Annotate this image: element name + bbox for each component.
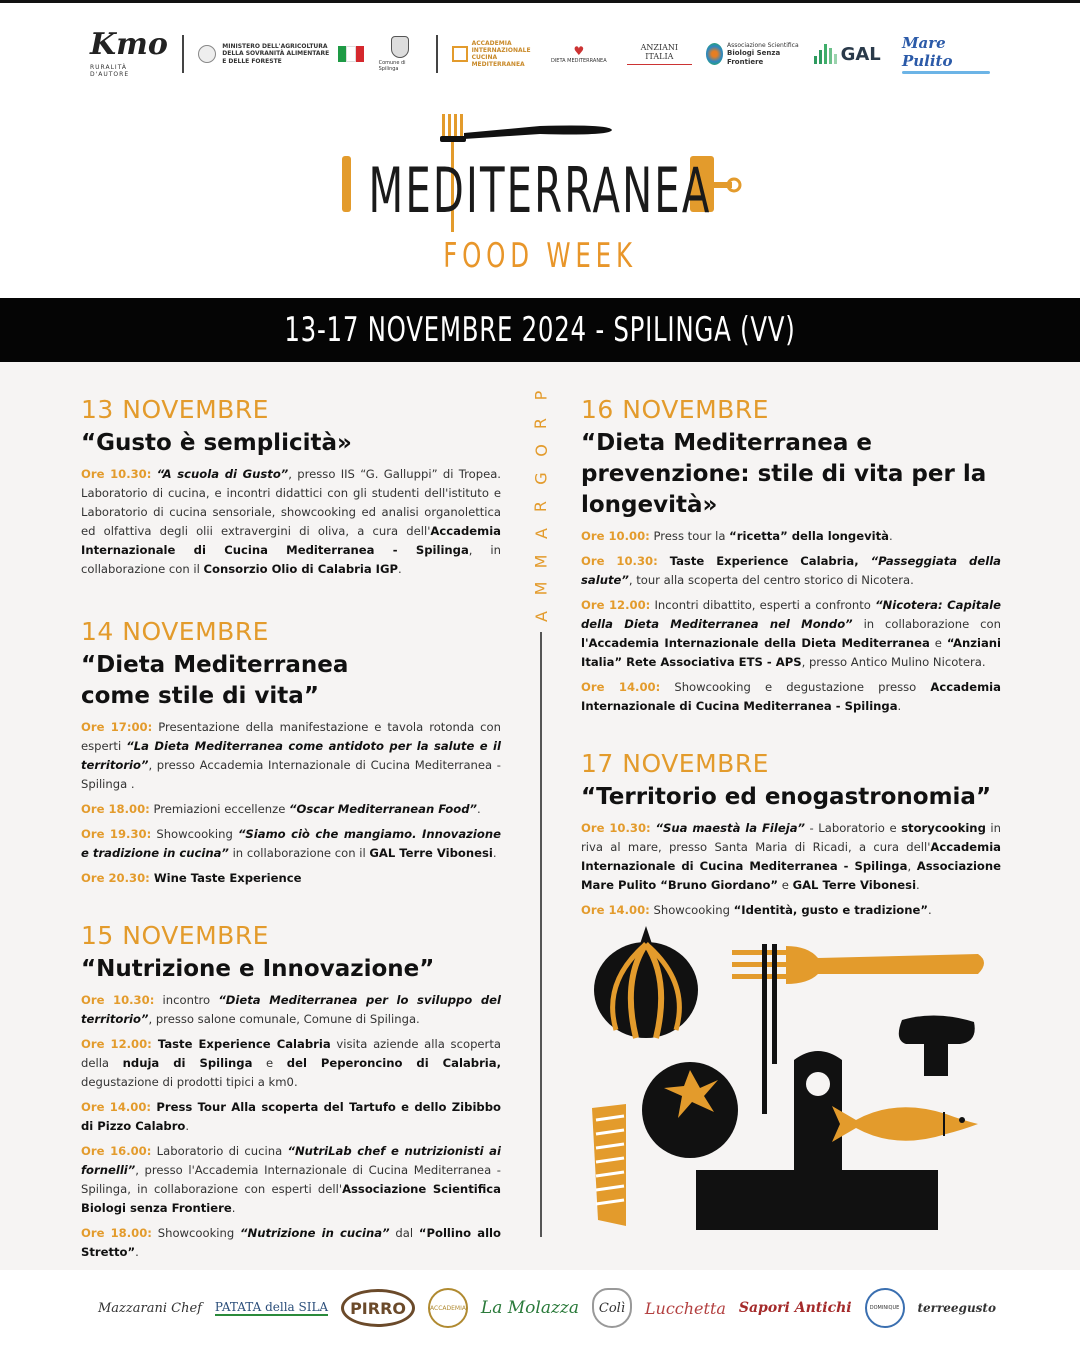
event-organizer: GAL Terre Vibonesi [369, 845, 493, 860]
event-text: Incontri dibattito, esperti a confronto [650, 597, 876, 612]
event-organizer: Accademia Internazionale di Cucina Mediterranea - Spilinga [81, 523, 501, 557]
day-15 [81, 922, 501, 1262]
footer-sponsors [0, 1270, 1080, 1346]
event-title: “Pollino allo Stretto” [81, 1225, 501, 1259]
sponsor-logo: Lucchetta [644, 1298, 726, 1318]
divider [436, 35, 438, 73]
event-text: Showcooking [151, 1225, 241, 1240]
mushroom-icon [899, 1015, 975, 1076]
divider [182, 35, 184, 73]
event-time: Ore 17:00: [81, 719, 153, 734]
biologi-subtitle: Associazione Scientifica [727, 42, 799, 50]
event-text: Showcooking [649, 902, 734, 917]
day-date: 17 NOVEMBRE [581, 749, 769, 778]
sponsor-logo: PATATA della SILA [214, 1300, 329, 1314]
sponsor-logo: Colì [592, 1288, 632, 1328]
top-border [0, 0, 1080, 3]
event-text: . [916, 877, 920, 892]
event-time: Ore 14.00: [81, 1099, 152, 1114]
event-time: Ore 18.00: [81, 1225, 152, 1240]
event-text: e [778, 877, 793, 892]
fish-icon [832, 1106, 978, 1142]
event-time: Ore 16.00: [81, 1143, 152, 1158]
event-text: dal [389, 1225, 419, 1240]
event-item [81, 1035, 501, 1092]
event-text: degustazione di prodotti tipici a km0. [81, 1074, 298, 1089]
event-title: “Siamo ciò che mangiamo. Innovazione e tradizione in cucina” [81, 826, 501, 860]
event-text: , presso l'Accademia Internazionale di Cucina Mediterranea - Spilinga, in collaborazione con esperti dell' [81, 1162, 501, 1196]
crest-icon [391, 36, 409, 58]
event-organizer: “Anziani Italia” Rete Associativa ETS - APS [581, 635, 1001, 669]
event-title: “NutriLab chef e nutrizionisti ai fornelli” [81, 1143, 501, 1177]
day-date: 16 NOVEMBRE [581, 395, 769, 424]
event-text: , presso salone comunale, Comune di Spilinga. [148, 1011, 420, 1026]
gal-logo [814, 44, 888, 65]
event-text: , presso Accademia Internazionale di Cucina Mediterranea - Spilinga . [81, 757, 501, 791]
event-title: “Nicotera: Capitale della Dieta Mediterranea nel Mondo” [581, 597, 1001, 631]
event-text: . [897, 698, 902, 713]
anziani-logo [627, 43, 692, 65]
day-date: 14 NOVEMBRE [81, 617, 269, 646]
event-product: del Peperoncino di Calabria, [286, 1055, 501, 1070]
event-time: Ore 19.30: [81, 826, 152, 841]
tomato-icon [642, 1062, 738, 1158]
event-title: “Dieta Mediterranea per lo sviluppo del territorio” [81, 992, 501, 1026]
event-item [81, 869, 501, 888]
accademia-name: ACCADEMIA INTERNAZIONALE CUCINA MEDITERRANEA [471, 39, 531, 69]
event-item [81, 991, 501, 1029]
event-time: Ore 14.00: [581, 679, 661, 694]
sponsor-header [90, 28, 990, 80]
event-title [0, 108, 1080, 283]
event-text: . [492, 845, 497, 860]
day-theme: “Gusto è semplicità» [81, 429, 352, 456]
event-time: Ore 18.00: [81, 801, 150, 816]
event-title: “ricetta” della longevità [729, 528, 889, 543]
biologi-logo [706, 42, 800, 66]
event-text: in collaborazione con [852, 616, 1001, 631]
event-title: “Passeggiata della salute” [581, 553, 1001, 587]
column-divider [540, 632, 542, 1237]
event-item [81, 825, 501, 863]
event-text: in riva al mare, presso Santa Maria di Ricadi, a cura dell' [581, 820, 1001, 854]
event-text: . [928, 902, 932, 917]
program-letter: R [531, 417, 551, 429]
event-title: “La Dieta Mediterranea come antidoto per la salute e il territorio” [81, 738, 501, 772]
program-letter: A [531, 528, 551, 540]
event-text: Showcooking [151, 826, 238, 841]
penne-icon [592, 1104, 626, 1226]
heart-icon: ♥ [573, 43, 585, 58]
event-item [81, 465, 501, 579]
program-letter: A [531, 611, 551, 622]
event-text: . [477, 801, 481, 816]
sponsor-logo: PIRRO [341, 1289, 415, 1327]
event-item [581, 552, 1001, 590]
dieta-name: DIETA MEDITERRANEA [550, 58, 607, 65]
gal-name: GAL [840, 43, 881, 65]
program-letter: O [531, 444, 551, 458]
italian-flag-icon [338, 46, 364, 62]
event-text: , tour alla scoperta del centro storico di Nicotera. [628, 572, 914, 587]
event-text: , [907, 858, 917, 873]
event-title: “Sua maestà la Fileja” [650, 820, 805, 835]
day-13 [81, 396, 501, 579]
program-vertical-label [528, 386, 554, 626]
event-item [581, 678, 1001, 716]
mare-pulito-logo [902, 34, 990, 74]
event-item [81, 718, 501, 794]
event-time: Ore 10.00: [581, 528, 650, 543]
event-organizer: Accademia Internazionale di Cucina Mediterranea - Spilinga [581, 679, 1001, 713]
day-date: 15 NOVEMBRE [81, 921, 269, 950]
day-theme: “Dieta Mediterranea e prevenzione: stile di vita per la longevità» [581, 429, 987, 518]
sponsor-logo: Mazzarani Chef [98, 1300, 202, 1316]
event-text: visita aziende alla scoperta della [81, 1036, 501, 1070]
kmo-logo [90, 27, 168, 78]
event-product: nduja di Spilinga [122, 1055, 253, 1070]
title-sub: FOOD WEEK [443, 236, 637, 276]
kmo-tagline: RURALITÀ D'AUTORE [90, 64, 130, 78]
onion-icon [594, 926, 698, 1038]
title-main: MEDITERRANEA [368, 154, 712, 227]
molecule-icon [706, 43, 723, 65]
event-title: storycooking [901, 820, 986, 835]
kmo-logo-text: Kmo [90, 27, 168, 62]
event-title: Taste Experience Calabria [151, 1036, 331, 1051]
comune-name: Comune di Spilinga [378, 60, 406, 72]
event-organizer: Associazione Mare Pulito “Bruno Giordano” [581, 858, 1002, 892]
event-text: . [888, 528, 893, 543]
event-item [581, 527, 1001, 546]
fork-icon [732, 946, 984, 984]
republic-seal-icon [198, 45, 216, 63]
ministry-logo [198, 43, 364, 65]
event-text: Press tour la [649, 528, 730, 543]
day-theme: “Territorio ed enogastronomia” [581, 783, 992, 810]
program-letter: G [531, 472, 551, 485]
event-text: - Laboratorio e [805, 820, 902, 835]
day-17 [581, 750, 1001, 920]
ministry-name: MINISTERO DELL'AGRICOLTURA DELLA SOVRANITÀ ALIMENTARE E DELLE FORESTE [222, 43, 330, 65]
event-time: Ore 10.30: [81, 992, 155, 1007]
event-title: “Nutrizione in cucina” [240, 1225, 390, 1240]
event-text: , in collaborazione con il [81, 542, 501, 576]
event-title: Taste Experience Calabria, [657, 553, 871, 568]
event-text: . [135, 1244, 139, 1259]
event-time: Ore 14.00: [581, 902, 650, 917]
event-text: incontro [154, 992, 219, 1007]
event-time: Ore 20.30: [81, 870, 150, 885]
day-date: 13 NOVEMBRE [81, 395, 269, 424]
accademia-icon [452, 46, 468, 62]
event-text: e [252, 1055, 287, 1070]
date-banner-text: 13-17 NOVEMBRE 2024 - SPILINGA (VV) [284, 310, 796, 350]
mare-name: Mare Pulito [901, 34, 953, 70]
day-theme: “Dieta Mediterranea come stile di vita” [81, 651, 349, 709]
event-text: Presentazione della manifestazione e tavola rotonda con esperti [81, 719, 501, 753]
food-illustration [586, 920, 996, 1240]
event-time: Ore 10.30: [581, 553, 658, 568]
event-text: . [398, 561, 402, 576]
event-time: Ore 10.30: [581, 820, 651, 835]
event-item [81, 800, 501, 819]
event-text: , presso Antico Mulino Nicotera. [801, 654, 986, 669]
accademia-logo [452, 40, 531, 69]
sponsor-logo: DOMINIQUE [865, 1288, 905, 1328]
day-14 [81, 618, 501, 888]
program-section [0, 362, 1080, 1270]
event-organizer: Consorzio Olio di Calabria IGP [203, 561, 399, 576]
event-time: Ore 10.30: [81, 466, 152, 481]
comune-logo [379, 36, 422, 72]
event-title: “A scuola di Gusto” [156, 466, 289, 481]
event-item [81, 1098, 501, 1136]
event-text: . [231, 1200, 236, 1215]
event-title: “Identità, gusto e tradizione” [733, 902, 929, 917]
biologi-name: Biologi Senza Frontiere [727, 49, 781, 66]
event-title: Press Tour Alla scoperta del Tartufo e dello Zibibbo di Pizzo Calabro [81, 1099, 501, 1133]
day-theme: “Nutrizione e Innovazione” [81, 955, 435, 982]
event-title: Wine Taste Experience [149, 870, 302, 885]
event-text: Premiazioni eccellenze [149, 801, 290, 816]
event-text: . [185, 1118, 190, 1133]
event-item [81, 1142, 501, 1218]
event-item [81, 1224, 501, 1262]
anziani-name: ANZIANI ITALIA [640, 43, 679, 61]
event-time: Ore 12.00: [81, 1036, 152, 1051]
event-organizer: Associazione Scientifica Biologi senza Frontiere [81, 1181, 501, 1215]
event-organizer: Accademia Internazionale di Cucina Mediterranea - Spilinga [581, 839, 1001, 873]
event-text: Showcooking e degustazione presso [660, 679, 931, 694]
program-letter: M [531, 554, 551, 569]
program-letter: R [531, 500, 551, 512]
event-item [581, 819, 1001, 895]
gal-bars-icon [814, 44, 837, 64]
event-title: “Oscar Mediterranean Food” [289, 801, 477, 816]
dieta-logo [545, 44, 613, 64]
day-16 [581, 396, 1001, 716]
sponsor-logo: Sapori Antichi [738, 1300, 852, 1316]
event-time: Ore 12.00: [581, 597, 651, 612]
event-text: , presso IIS “G. Galluppi” di Tropea. Laboratorio di cucina, e incontri didattici con gli studenti dell'istituto e Laboratorio di cucina sensoriale, showcooking ed analisi organolettica ed olfattiva degli olii extravergini di oliva, a cura dell' [81, 466, 501, 538]
event-text: in collaborazione con il [228, 845, 370, 860]
date-banner [0, 298, 1080, 362]
event-text: e [929, 635, 947, 650]
program-letter: P [531, 390, 551, 401]
event-item [581, 596, 1001, 672]
event-organizer: l'Accademia Internazionale della Dieta Mediterranea [581, 635, 930, 650]
event-item [581, 901, 1001, 920]
event-organizer: GAL Terre Vibonesi [792, 877, 917, 892]
sponsor-logo: terreegusto [917, 1301, 996, 1315]
sponsor-logo: ACCADEMIA [428, 1288, 468, 1328]
event-text: Laboratorio di cucina [151, 1143, 288, 1158]
sponsor-logo: La Molazza [480, 1298, 580, 1318]
program-letter: M [531, 581, 551, 596]
